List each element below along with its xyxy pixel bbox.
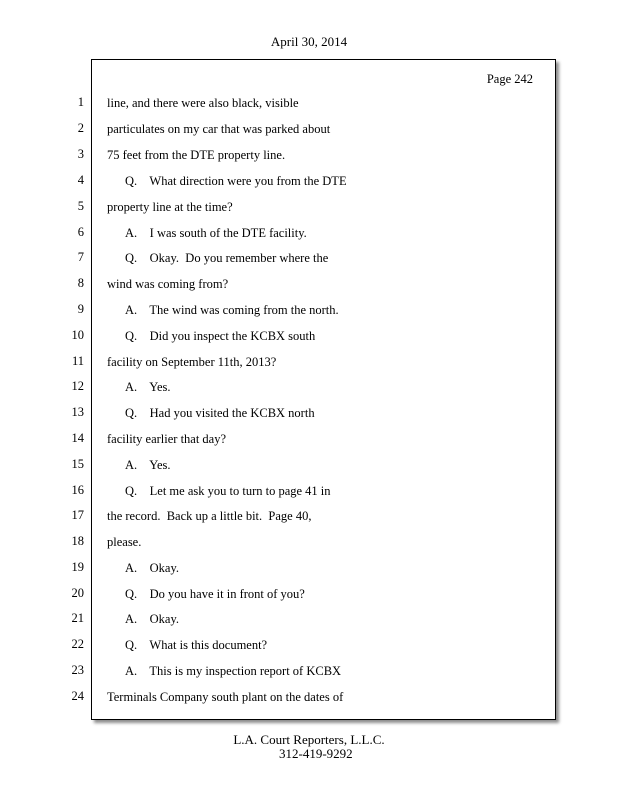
transcript-line: A. I was south of the DTE facility. <box>125 226 307 240</box>
transcript-line: please. <box>107 535 142 549</box>
transcript-line: property line at the time? <box>107 200 233 214</box>
line-number: 20 <box>71 586 84 600</box>
transcript-line: Q. What is this document? <box>125 638 268 652</box>
line-number: 7 <box>77 250 84 264</box>
transcript-page <box>91 59 556 720</box>
line-number: 17 <box>71 508 84 522</box>
transcript-line: Q. Okay. Do you remember where the <box>125 251 329 265</box>
line-number: 5 <box>77 199 84 213</box>
line-number: 23 <box>71 663 84 677</box>
line-number: 6 <box>77 225 84 239</box>
line-number: 2 <box>77 121 84 135</box>
transcript-line: Q. What direction were you from the DTE <box>125 174 347 188</box>
transcript-line: facility earlier that day? <box>107 432 227 446</box>
transcript-line: particulates on my car that was parked about <box>107 122 331 136</box>
line-number: 16 <box>71 483 84 497</box>
line-number: 21 <box>71 611 84 625</box>
line-number: 24 <box>71 689 84 703</box>
header-date: April 30, 2014 <box>270 34 348 49</box>
transcript-line: wind was coming from? <box>107 277 229 291</box>
footer-phone: 312-419-9292 <box>279 746 353 761</box>
transcript-line: Q. Did you inspect the KCBX south <box>125 329 316 343</box>
line-number: 10 <box>71 328 84 342</box>
line-number: 19 <box>71 560 84 574</box>
line-number: 22 <box>71 637 84 651</box>
line-number: 1 <box>77 95 84 109</box>
transcript-line: Terminals Company south plant on the dates of <box>107 690 344 704</box>
line-number: 8 <box>77 276 84 290</box>
footer-company: L.A. Court Reporters, L.L.C. <box>233 732 385 747</box>
transcript-line: Q. Had you visited the KCBX north <box>125 406 315 420</box>
line-number: 12 <box>71 379 84 393</box>
line-number: 14 <box>71 431 84 445</box>
transcript-line: facility on September 11th, 2013? <box>107 355 277 369</box>
transcript-line: A. This is my inspection report of KCBX <box>125 664 342 678</box>
transcript-line: A. The wind was coming from the north. <box>125 303 339 317</box>
transcript-line: A. Yes. <box>125 380 171 394</box>
line-number: 18 <box>71 534 84 548</box>
transcript-line: line, and there were also black, visible <box>107 96 299 110</box>
transcript-line: Q. Let me ask you to turn to page 41 in <box>125 484 331 498</box>
line-number: 13 <box>71 405 84 419</box>
transcript-line: 75 feet from the DTE property line. <box>107 148 286 162</box>
line-number: 9 <box>77 302 84 316</box>
transcript-line: A. Yes. <box>125 458 171 472</box>
line-number: 11 <box>71 354 84 368</box>
transcript-line: A. Okay. <box>125 561 180 575</box>
page-number: Page 242 <box>486 72 533 86</box>
line-number: 4 <box>77 173 84 187</box>
transcript-line: the record. Back up a little bit. Page 40, <box>107 509 312 523</box>
line-number: 3 <box>77 147 84 161</box>
transcript-line: A. Okay. <box>125 612 180 626</box>
line-number: 15 <box>71 457 84 471</box>
transcript-line: Q. Do you have it in front of you? <box>125 587 305 601</box>
